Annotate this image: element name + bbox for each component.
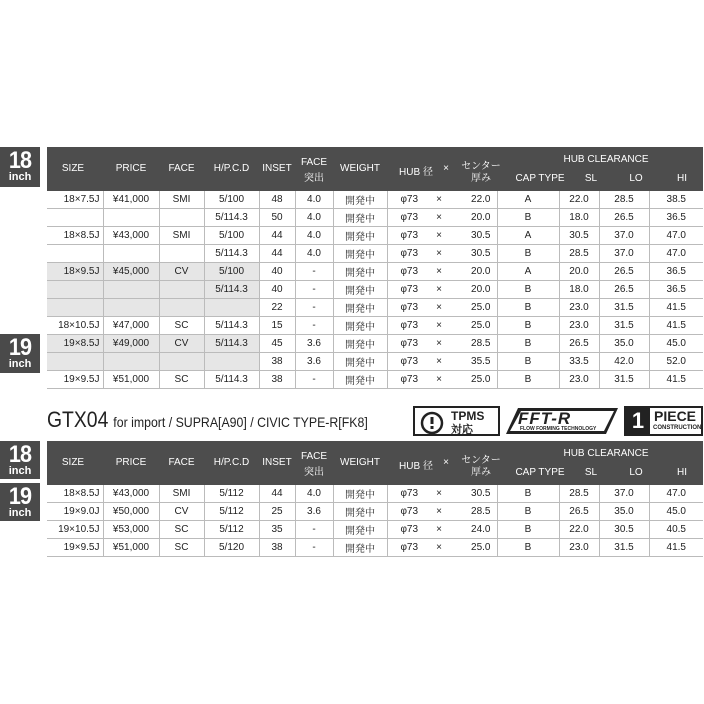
cell-hub: φ73 — [387, 371, 431, 389]
cell-cap: B — [497, 371, 559, 389]
cell-inset: 50 — [259, 209, 295, 227]
cell-face: SC — [159, 521, 204, 539]
cell-price — [103, 209, 159, 227]
cell-weight: 開発中 — [333, 281, 387, 299]
cell-face — [159, 353, 204, 371]
cell-size: 18×8.5J — [47, 227, 103, 245]
cell-pcd: 5/100 — [204, 191, 259, 209]
cell-weight: 開発中 — [333, 353, 387, 371]
cell-hi: 41.5 — [649, 317, 703, 335]
cell-fp: 4.0 — [295, 245, 333, 263]
fft-r-logo: FFT-R FLOW FORMING TECHNOLOGY — [506, 406, 618, 436]
table-row — [47, 485, 703, 503]
cell-price — [103, 299, 159, 317]
header-face-protrude-jp: 突出 — [304, 173, 324, 184]
header-center-jp: 厚み — [471, 173, 491, 184]
cell-center: 25.0 — [447, 371, 497, 389]
table-row — [47, 191, 703, 209]
table-row — [47, 209, 703, 227]
cell-inset: 22 — [259, 299, 295, 317]
cell-pcd: 5/100 — [204, 227, 259, 245]
cell-x: × — [431, 299, 447, 317]
cell-center: 20.0 — [447, 209, 497, 227]
cell-face: SMI — [159, 227, 204, 245]
cell-inset: 40 — [259, 281, 295, 299]
cell-sl: 28.5 — [559, 245, 599, 263]
cell-pcd: 5/120 — [204, 539, 259, 557]
cell-face: SMI — [159, 485, 204, 503]
cell-price: ¥43,000 — [103, 227, 159, 245]
cell-fp: 3.6 — [295, 335, 333, 353]
cell-pcd: 5/114.3 — [204, 209, 259, 227]
cell-weight: 開発中 — [333, 521, 387, 539]
cell-x: × — [431, 191, 447, 209]
table-row — [47, 245, 703, 263]
cell-inset: 40 — [259, 263, 295, 281]
cell-sl: 23.0 — [559, 539, 599, 557]
spec-table-header — [47, 147, 703, 191]
cell-center: 22.0 — [447, 191, 497, 209]
cell-size: 18×8.5J — [47, 485, 103, 503]
cell-lo: 37.0 — [599, 227, 649, 245]
cell-pcd — [204, 353, 259, 371]
cell-hi: 52.0 — [649, 353, 703, 371]
cell-fp: - — [295, 281, 333, 299]
one-piece-logo: 1 PIECE CONSTRUCTION — [624, 406, 703, 436]
table-row — [47, 353, 703, 371]
table-row — [47, 299, 703, 317]
cell-pcd: 5/114.3 — [204, 335, 259, 353]
cell-weight: 開発中 — [333, 209, 387, 227]
header-face: FACE — [168, 163, 195, 174]
cell-lo: 31.5 — [599, 371, 649, 389]
gtx04-table-header: SIZE PRICE FACE H/P.C.D INSET FACE 突出 WEIGHT HUB 径 × センター 厚み HUB CLEARANCE CAP TYPE SL LO HI — [47, 441, 703, 485]
cell-cap: B — [497, 521, 559, 539]
cell-x: × — [431, 521, 447, 539]
cell-fp: 3.6 — [295, 353, 333, 371]
cell-weight: 開発中 — [333, 371, 387, 389]
cell-size — [47, 353, 103, 371]
cell-pcd: 5/114.3 — [204, 245, 259, 263]
cell-weight: 開発中 — [333, 335, 387, 353]
header-sl: SL — [584, 173, 598, 184]
cell-center: 20.0 — [447, 263, 497, 281]
cell-inset: 45 — [259, 335, 295, 353]
cell-weight: 開発中 — [333, 245, 387, 263]
cell-face — [159, 245, 204, 263]
cell-price: ¥47,000 — [103, 317, 159, 335]
cell-lo: 31.5 — [599, 539, 649, 557]
cell-pcd: 5/112 — [204, 485, 259, 503]
cell-weight: 開発中 — [333, 263, 387, 281]
table-row — [47, 371, 703, 389]
header-price: PRICE — [115, 163, 147, 174]
cell-lo: 26.5 — [599, 209, 649, 227]
cell-hi: 36.5 — [649, 209, 703, 227]
cell-lo: 42.0 — [599, 353, 649, 371]
cell-price: ¥41,000 — [103, 191, 159, 209]
cell-x: × — [431, 227, 447, 245]
cell-lo: 35.0 — [599, 335, 649, 353]
cell-lo: 26.5 — [599, 281, 649, 299]
header-inset: INSET — [262, 163, 292, 174]
cell-face: CV — [159, 335, 204, 353]
cell-size — [47, 245, 103, 263]
cell-hub: φ73 — [387, 299, 431, 317]
cell-weight: 開発中 — [333, 485, 387, 503]
cell-size: 18×7.5J — [47, 191, 103, 209]
header-face-protrude: FACE — [300, 157, 328, 168]
cell-center: 35.5 — [447, 353, 497, 371]
size-badge-19-top: 19 inch — [0, 334, 40, 373]
cell-x: × — [431, 209, 447, 227]
cell-inset: 44 — [259, 245, 295, 263]
cell-fp: 4.0 — [295, 191, 333, 209]
cell-lo: 37.0 — [599, 485, 649, 503]
cell-hi: 36.5 — [649, 263, 703, 281]
cell-sl: 22.0 — [559, 521, 599, 539]
cell-cap: B — [497, 281, 559, 299]
cell-fp: - — [295, 263, 333, 281]
header-cap-type: CAP TYPE — [515, 173, 565, 184]
cell-lo: 30.5 — [599, 521, 649, 539]
cell-price — [103, 281, 159, 299]
cell-inset: 48 — [259, 191, 295, 209]
cell-sl: 23.0 — [559, 299, 599, 317]
cell-pcd: 5/114.3 — [204, 371, 259, 389]
cell-fp: - — [295, 371, 333, 389]
cell-weight: 開発中 — [333, 503, 387, 521]
cell-hub: φ73 — [387, 521, 431, 539]
cell-lo: 35.0 — [599, 503, 649, 521]
cell-pcd: 5/114.3 — [204, 281, 259, 299]
model-subtitle: for import / SUPRA[A90] / CIVIC TYPE-R[FK8] — [113, 414, 368, 430]
cell-hub: φ73 — [387, 191, 431, 209]
cell-fp: - — [295, 317, 333, 335]
header-hpcd: H/P.C.D — [213, 163, 250, 174]
cell-x: × — [431, 281, 447, 299]
cell-size: 18×9.5J — [47, 263, 103, 281]
cell-fp: - — [295, 521, 333, 539]
cell-hub: φ73 — [387, 503, 431, 521]
cell-x: × — [431, 245, 447, 263]
cell-face — [159, 281, 204, 299]
header-hub: HUB 径 — [399, 167, 433, 178]
cell-sl: 26.5 — [559, 335, 599, 353]
cell-face: CV — [159, 503, 204, 521]
table-row — [47, 521, 703, 539]
cell-cap: B — [497, 209, 559, 227]
cell-pcd — [204, 299, 259, 317]
cell-inset: 44 — [259, 227, 295, 245]
cell-price: ¥43,000 — [103, 485, 159, 503]
cell-x: × — [431, 317, 447, 335]
cell-face: SC — [159, 371, 204, 389]
cell-sl: 23.0 — [559, 371, 599, 389]
cell-center: 25.0 — [447, 317, 497, 335]
cell-pcd: 5/114.3 — [204, 317, 259, 335]
cell-sl: 30.5 — [559, 227, 599, 245]
cell-sl: 18.0 — [559, 209, 599, 227]
cell-hi: 45.0 — [649, 335, 703, 353]
cell-hi: 41.5 — [649, 299, 703, 317]
cell-lo: 28.5 — [599, 191, 649, 209]
cell-inset: 38 — [259, 371, 295, 389]
cell-hub: φ73 — [387, 281, 431, 299]
cell-cap: B — [497, 245, 559, 263]
cell-hub: φ73 — [387, 317, 431, 335]
header-center: センター — [461, 161, 501, 172]
cell-center: 30.5 — [447, 245, 497, 263]
cell-size: 19×9.0J — [47, 503, 103, 521]
cell-hi: 45.0 — [649, 503, 703, 521]
cell-cap: B — [497, 317, 559, 335]
cell-fp: - — [295, 539, 333, 557]
cell-price: ¥50,000 — [103, 503, 159, 521]
cell-weight: 開発中 — [333, 227, 387, 245]
cell-sl: 22.0 — [559, 191, 599, 209]
cell-hi: 47.0 — [649, 485, 703, 503]
cell-inset: 38 — [259, 353, 295, 371]
table-row — [47, 281, 703, 299]
cell-cap: A — [497, 263, 559, 281]
cell-pcd: 5/112 — [204, 521, 259, 539]
cell-x: × — [431, 263, 447, 281]
cell-center: 25.0 — [447, 299, 497, 317]
cell-cap: A — [497, 191, 559, 209]
cell-center: 20.0 — [447, 281, 497, 299]
cell-weight: 開発中 — [333, 317, 387, 335]
model-title — [47, 407, 368, 433]
cell-hi: 36.5 — [649, 281, 703, 299]
cell-hub: φ73 — [387, 263, 431, 281]
cell-size — [47, 209, 103, 227]
header-cross: × — [443, 163, 449, 174]
header-weight: WEIGHT — [340, 163, 380, 174]
cell-pcd: 5/100 — [204, 263, 259, 281]
cell-face: SMI — [159, 191, 204, 209]
cell-hub: φ73 — [387, 209, 431, 227]
header-size: SIZE — [61, 163, 85, 174]
cell-fp: 3.6 — [295, 503, 333, 521]
cell-sl: 20.0 — [559, 263, 599, 281]
cell-hi: 40.5 — [649, 521, 703, 539]
cell-price — [103, 353, 159, 371]
cell-cap: B — [497, 485, 559, 503]
cell-price: ¥51,000 — [103, 371, 159, 389]
cell-weight: 開発中 — [333, 299, 387, 317]
table-row — [47, 503, 703, 521]
cell-inset: 35 — [259, 521, 295, 539]
header-lo: LO — [629, 173, 643, 184]
cell-cap: B — [497, 335, 559, 353]
cell-hub: φ73 — [387, 539, 431, 557]
cell-face: SC — [159, 317, 204, 335]
cell-hub: φ73 — [387, 335, 431, 353]
cell-fp: 4.0 — [295, 227, 333, 245]
table-row — [47, 335, 703, 353]
cell-sl: 18.0 — [559, 281, 599, 299]
size-badge-18-top: 18 inch — [0, 147, 40, 187]
cell-inset: 25 — [259, 503, 295, 521]
cell-weight: 開発中 — [333, 191, 387, 209]
cell-size: 19×10.5J — [47, 521, 103, 539]
cell-fp: 4.0 — [295, 485, 333, 503]
cell-hi: 38.5 — [649, 191, 703, 209]
cell-x: × — [431, 539, 447, 557]
cell-face: CV — [159, 263, 204, 281]
cell-center: 24.0 — [447, 521, 497, 539]
table-row — [47, 227, 703, 245]
table-row — [47, 539, 703, 557]
cell-x: × — [431, 371, 447, 389]
cell-hub: φ73 — [387, 227, 431, 245]
cell-size — [47, 299, 103, 317]
cell-inset: 44 — [259, 485, 295, 503]
cell-size: 19×9.5J — [47, 539, 103, 557]
cell-hub: φ73 — [387, 245, 431, 263]
table-row — [47, 263, 703, 281]
size-badge-18-bottom: 18 inch — [0, 441, 40, 479]
cell-inset: 38 — [259, 539, 295, 557]
cell-lo: 31.5 — [599, 299, 649, 317]
table-row — [47, 317, 703, 335]
cell-fp: 4.0 — [295, 209, 333, 227]
tpms-icon — [418, 410, 446, 434]
cell-cap: B — [497, 353, 559, 371]
header-hi: HI — [677, 173, 687, 184]
cell-size: 19×9.5J — [47, 371, 103, 389]
cell-face: SC — [159, 539, 204, 557]
cell-face — [159, 209, 204, 227]
cell-x: × — [431, 485, 447, 503]
cell-price: ¥51,000 — [103, 539, 159, 557]
cell-hi: 47.0 — [649, 245, 703, 263]
cell-lo: 26.5 — [599, 263, 649, 281]
cell-price: ¥53,000 — [103, 521, 159, 539]
cell-sl: 28.5 — [559, 485, 599, 503]
cell-center: 30.5 — [447, 485, 497, 503]
cell-cap: B — [497, 299, 559, 317]
cell-center: 25.0 — [447, 539, 497, 557]
header-hub-clearance: HUB CLEARANCE — [563, 154, 649, 165]
cell-cap: B — [497, 503, 559, 521]
cell-lo: 31.5 — [599, 317, 649, 335]
cell-size: 19×8.5J — [47, 335, 103, 353]
cell-sl: 33.5 — [559, 353, 599, 371]
cell-hub: φ73 — [387, 485, 431, 503]
cell-size: 18×10.5J — [47, 317, 103, 335]
cell-sl: 26.5 — [559, 503, 599, 521]
cell-x: × — [431, 353, 447, 371]
cell-price — [103, 245, 159, 263]
cell-hi: 41.5 — [649, 539, 703, 557]
cell-x: × — [431, 503, 447, 521]
spec-table-1 — [47, 191, 703, 389]
cell-hub: φ73 — [387, 353, 431, 371]
cell-face — [159, 299, 204, 317]
cell-cap: A — [497, 227, 559, 245]
model-name: GTX04 — [47, 407, 109, 432]
cell-hi: 41.5 — [649, 371, 703, 389]
cell-weight: 開発中 — [333, 539, 387, 557]
cell-cap: B — [497, 539, 559, 557]
cell-pcd: 5/112 — [204, 503, 259, 521]
cell-price: ¥49,000 — [103, 335, 159, 353]
cell-center: 28.5 — [447, 335, 497, 353]
size-badge-19-bottom: 19 inch — [0, 483, 40, 521]
cell-price: ¥45,000 — [103, 263, 159, 281]
cell-lo: 37.0 — [599, 245, 649, 263]
cell-inset: 15 — [259, 317, 295, 335]
cell-center: 30.5 — [447, 227, 497, 245]
cell-center: 28.5 — [447, 503, 497, 521]
cell-size — [47, 281, 103, 299]
spec-table-gtx04 — [47, 485, 703, 557]
cell-hi: 47.0 — [649, 227, 703, 245]
cell-x: × — [431, 335, 447, 353]
cell-fp: - — [295, 299, 333, 317]
cell-sl: 23.0 — [559, 317, 599, 335]
tpms-logo: TPMS 対応 — [413, 406, 500, 436]
